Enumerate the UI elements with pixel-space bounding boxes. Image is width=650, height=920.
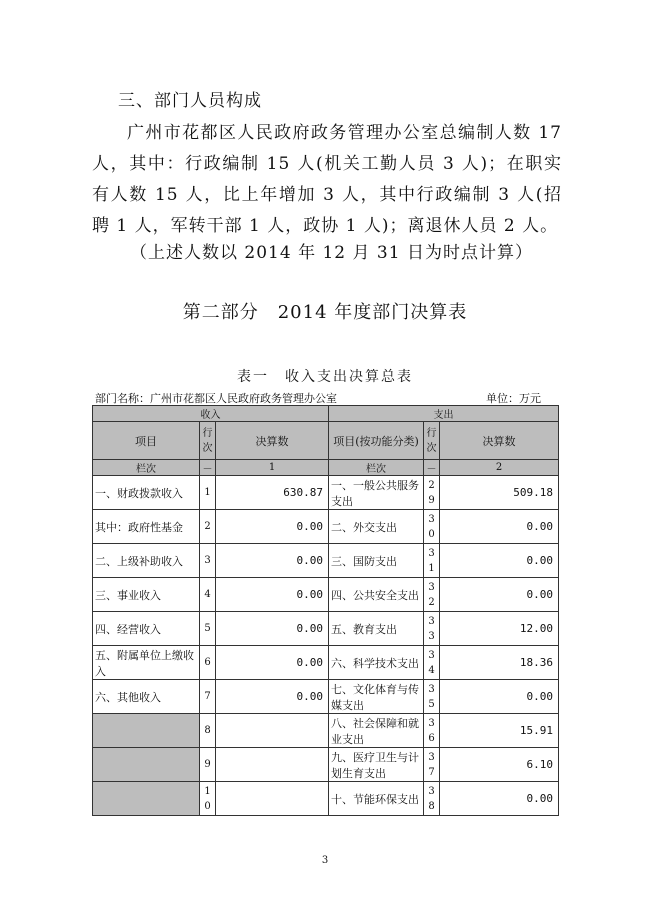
expense-header: 支出 — [329, 406, 559, 422]
col-line: 行次 — [200, 422, 216, 460]
income-item: 五、附属单位上缴收入 — [93, 646, 200, 680]
part-title: 第二部分 2014 年度部门决算表 — [182, 302, 468, 323]
expense-amount: 0.00 — [440, 510, 559, 544]
page-number: 3 — [321, 855, 329, 866]
col-item: 项目 — [93, 422, 200, 460]
expense-amount: 15.91 — [440, 714, 559, 748]
expense-line: 3 8 — [424, 782, 440, 816]
income-amount: 0.00 — [216, 544, 329, 578]
expense-amount: 0.00 — [440, 544, 559, 578]
col-amount-2: 决算数 — [440, 422, 559, 460]
expense-amount: 509.18 — [440, 476, 559, 510]
income-amount: 0.00 — [216, 578, 329, 612]
lanci-dash: － — [200, 460, 216, 476]
expense-amount: 6.10 — [440, 748, 559, 782]
table-row — [93, 476, 559, 510]
expense-item: 十、节能环保支出 — [329, 782, 424, 816]
expense-line: 3 2 — [424, 578, 440, 612]
income-line: 1 0 — [200, 782, 216, 816]
table-row — [93, 714, 559, 748]
expense-item: 三、国防支出 — [329, 544, 424, 578]
income-line: 6 — [200, 646, 216, 680]
expense-amount: 0.00 — [440, 782, 559, 816]
income-item — [93, 748, 200, 782]
expense-item: 一、一般公共服务支出 — [329, 476, 424, 510]
income-line: 1 — [200, 476, 216, 510]
income-line: 4 — [200, 578, 216, 612]
income-item — [93, 714, 200, 748]
income-amount — [216, 782, 329, 816]
lanci-label: 栏次 — [93, 460, 200, 476]
table-caption: 表一 收入支出决算总表 — [237, 369, 413, 385]
col-line-2: 行次 — [424, 422, 440, 460]
income-amount: 0.00 — [216, 680, 329, 714]
income-item: 四、经营收入 — [93, 612, 200, 646]
income-item: 一、财政拨款收入 — [93, 476, 200, 510]
lanci-label-2: 栏次 — [329, 460, 424, 476]
expense-line: 3 6 — [424, 714, 440, 748]
table-row — [93, 612, 559, 646]
expense-item: 八、社会保障和就业支出 — [329, 714, 424, 748]
table-row — [93, 748, 559, 782]
table-row — [93, 680, 559, 714]
table-row — [93, 578, 559, 612]
expense-amount: 18.36 — [440, 646, 559, 680]
lanci-2: 2 — [440, 460, 559, 476]
table-row — [93, 782, 559, 816]
expense-line: 3 5 — [424, 680, 440, 714]
expense-line: 3 4 — [424, 646, 440, 680]
table-row — [93, 544, 559, 578]
income-amount: 0.00 — [216, 646, 329, 680]
income-item: 其中：政府性基金 — [93, 510, 200, 544]
income-header: 收入 — [93, 406, 329, 422]
expense-item: 六、科学技术支出 — [329, 646, 424, 680]
income-amount: 0.00 — [216, 612, 329, 646]
income-line: 7 — [200, 680, 216, 714]
expense-item: 五、教育支出 — [329, 612, 424, 646]
income-line: 8 — [200, 714, 216, 748]
expense-amount: 0.00 — [440, 680, 559, 714]
income-item: 二、上级补助收入 — [93, 544, 200, 578]
staffing-paragraph: 广州市花都区人民政府政务管理办公室总编制人数 17 人，其中：行政编制 15 人(机关工勤人员 3 人)；在职实有人数 15 人，比上年增加 3 人，其中行政编制 3 人(招聘 1 人，军转干部 1 人，政协 1 人)；离退休人员 2 人。 — [92, 123, 562, 236]
table-row — [93, 510, 559, 544]
unit-label: 单位：万元 — [486, 392, 541, 405]
expense-line: 3 7 — [424, 748, 440, 782]
expense-line: 2 9 — [424, 476, 440, 510]
income-line: 2 — [200, 510, 216, 544]
table-row — [93, 646, 559, 680]
expense-line: 3 0 — [424, 510, 440, 544]
income-item: 六、其他收入 — [93, 680, 200, 714]
income-item: 三、事业收入 — [93, 578, 200, 612]
col-amount: 决算数 — [216, 422, 329, 460]
expense-item: 二、外交支出 — [329, 510, 424, 544]
lanci-dash-2: － — [424, 460, 440, 476]
expense-line: 3 1 — [424, 544, 440, 578]
income-line: 5 — [200, 612, 216, 646]
income-expense-table — [92, 405, 559, 816]
lanci-1: 1 — [216, 460, 329, 476]
income-line: 9 — [200, 748, 216, 782]
expense-amount: 0.00 — [440, 578, 559, 612]
expense-item: 四、公共安全支出 — [329, 578, 424, 612]
expense-amount: 12.00 — [440, 612, 559, 646]
expense-line: 3 3 — [424, 612, 440, 646]
section-heading: 三、部门人员构成 — [118, 91, 262, 111]
income-amount — [216, 714, 329, 748]
col-item-func: 项目(按功能分类) — [329, 422, 424, 460]
dept-name: 部门名称：广州市花都区人民政府政务管理办公室 — [95, 392, 337, 405]
time-note: （上述人数以 2014 年 12 月 31 日为时点计算） — [130, 243, 533, 263]
income-item — [93, 782, 200, 816]
income-amount: 630.87 — [216, 476, 329, 510]
income-line: 3 — [200, 544, 216, 578]
expense-item: 九、医疗卫生与计划生育支出 — [329, 748, 424, 782]
income-amount: 0.00 — [216, 510, 329, 544]
expense-item: 七、文化体育与传媒支出 — [329, 680, 424, 714]
income-amount — [216, 748, 329, 782]
